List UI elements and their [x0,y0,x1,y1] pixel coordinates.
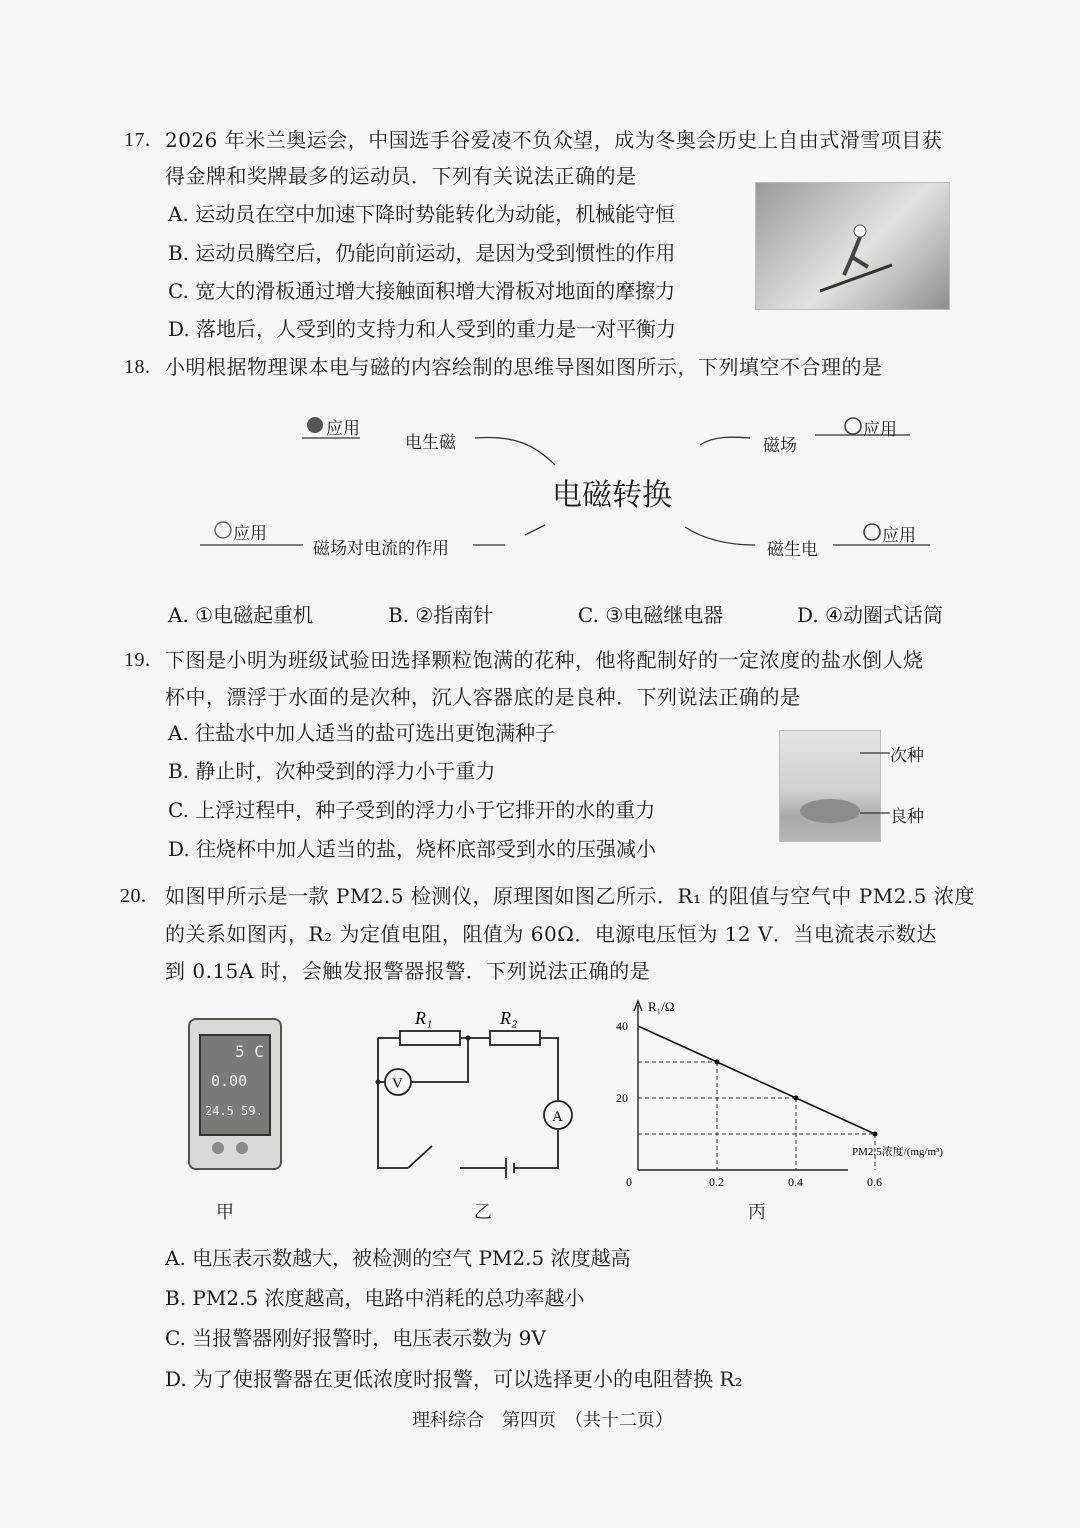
data-point-2 [793,1096,798,1101]
q18-stem-line1: 小明根据物理课本电与磁的内容绘制的思维导图如图所示，下列填空不合理的是 [165,355,883,379]
label-good-seeds: 良种 [890,807,924,827]
x-tick-label-1: 0.2 [708,1175,724,1189]
data-point-1 [714,1060,719,1065]
x-tick-label-2: 0.4 [787,1175,803,1189]
caption-yi: 乙 [474,1202,492,1223]
mind-map-app-4: 应用 [882,526,916,546]
q20-stem-line1: 如图甲所示是一款 PM2.5 检测仪，原理图如图乙所示．R₁ 的阻值与空气中 PM2.5 浓度 [165,884,975,908]
skier-photo [755,182,950,310]
q19-option-c: C. 上浮过程中，种子受到的浮力小于它排开的水的重力 [168,798,656,822]
mind-map-topic-field-on-current: 磁场对电流的作用 [313,539,449,559]
q17-option-b: B. 运动员腾空后，仍能向前运动，是因为受到惯性的作用 [168,241,676,265]
detector-button-right [236,1142,248,1154]
q19-stem-line1: 下图是小明为班级试验田选择颗粒饱满的花种，他将配制好的一定浓度的盐水倒人烧 [165,648,924,672]
r1-label: R₁ [415,1008,433,1028]
chart-xlabel: PM2.5浓度/(mg/m³) [852,1146,943,1158]
page-footer: 理科综合 第四页 （共十二页） [412,1410,673,1431]
q18-number: 18. [124,356,151,378]
q18-option-b: B. ②指南针 [388,603,494,627]
resistor-r2-icon [490,1031,540,1045]
chart-ylabel: R₁/Ω [648,999,675,1014]
q17-option-d: D. 落地后，人受到的支持力和人受到的重力是一对平衡力 [168,317,677,341]
mind-map-topic-magnetic-field: 磁场 [763,436,797,456]
ammeter-label: A [552,1109,563,1125]
q19-option-b: B. 静止时，次种受到的浮力小于重力 [168,759,496,783]
detector-reading-2: 0.00 [211,1072,248,1090]
circled-number-3-icon [213,520,233,540]
mind-map-topic-electricity-to-magnetism: 电生磁 [405,433,456,453]
q20-stem-line2: 的关系如图丙，R₂ 为定值电阻，阻值为 60Ω．电源电压恒为 12 V．当电流表示数达 [165,922,937,946]
q18-option-d: D. ④动圈式话筒 [797,603,943,627]
resistor-r1-icon [400,1031,460,1045]
q17-option-a: A. 运动员在空中加速下降时势能转化为动能，机械能守恒 [168,202,676,226]
q17-number: 17. [124,129,151,151]
data-point-3 [872,1132,877,1137]
label-inferior-seeds: 次种 [890,746,924,766]
r1-vs-pm25-chart [610,995,980,1190]
detector-screen [199,1034,271,1136]
circled-number-2-icon [843,416,863,436]
q19-option-d: D. 往烧杯中加人适当的盐，烧杯底部受到水的压强减小 [168,837,657,861]
q20-option-a: A. 电压表示数越大，被检测的空气 PM2.5 浓度越高 [165,1246,631,1270]
q19-option-a: A. 往盐水中加人适当的盐可选出更饱满种子 [168,721,556,745]
skier-figure-icon [756,183,949,309]
caption-jia: 甲 [216,1202,234,1223]
q17-stem-line2: 得金牌和奖牌最多的运动员．下列有关说法正确的是 [165,164,637,188]
q20-number: 20. [120,885,147,907]
mind-map-app-1: 应用 [326,419,360,439]
y-tick-label-1: 20 [616,1091,628,1105]
mind-map-app-2: 应用 [863,420,897,440]
q17-stem-line1: 2026 年米兰奥运会，中国选手谷爱凌不负众望，成为冬奥会历史上自由式滑雪项目获 [165,128,943,152]
detector-button-left [212,1142,224,1154]
series-line [638,1026,875,1134]
y-tick-label-0: 40 [616,1019,628,1033]
q20-option-b: B. PM2.5 浓度越高，电路中消耗的总功率越小 [165,1286,585,1310]
q18-option-a: A. ①电磁起重机 [168,603,314,627]
voltmeter-label: V [392,1076,403,1092]
mind-map-topic-magnetism-to-electricity: 磁生电 [767,540,818,560]
circuit-diagram [370,1000,580,1180]
circled-number-1-icon [305,415,325,435]
pm25-detector-figure [188,1018,282,1170]
x-tick-label-0: 0 [626,1175,632,1189]
q20-option-d: D. 为了使报警器在更低浓度时报警，可以选择更小的电阻替换 R₂ [165,1367,743,1391]
r2-label: R₂ [500,1008,518,1028]
q19-number: 19. [124,649,151,671]
detector-reading-1: 5 C [235,1042,264,1061]
x-tick-label-3: 0.6 [866,1175,882,1189]
q20-stem-line3: 到 0.15A 时，会触发报警器报警．下列说法正确的是 [165,959,651,983]
q17-option-c: C. 宽大的滑板通过增大接触面积增大滑板对地面的摩擦力 [168,279,676,303]
mind-map-app-3: 应用 [233,524,267,544]
q19-stem-line2: 杯中，漂浮于水面的是次种，沉人容器底的是良种．下列说法正确的是 [165,685,801,709]
q20-option-c: C. 当报警器刚好报警时，电压表示数为 9V [165,1326,546,1350]
q18-option-c: C. ③电磁继电器 [578,603,724,627]
caption-bing: 丙 [748,1202,766,1223]
detector-reading-3: 24.5 59. [205,1104,263,1118]
mind-map-center: 电磁转换 [552,478,672,513]
circled-number-4-icon [862,522,882,542]
